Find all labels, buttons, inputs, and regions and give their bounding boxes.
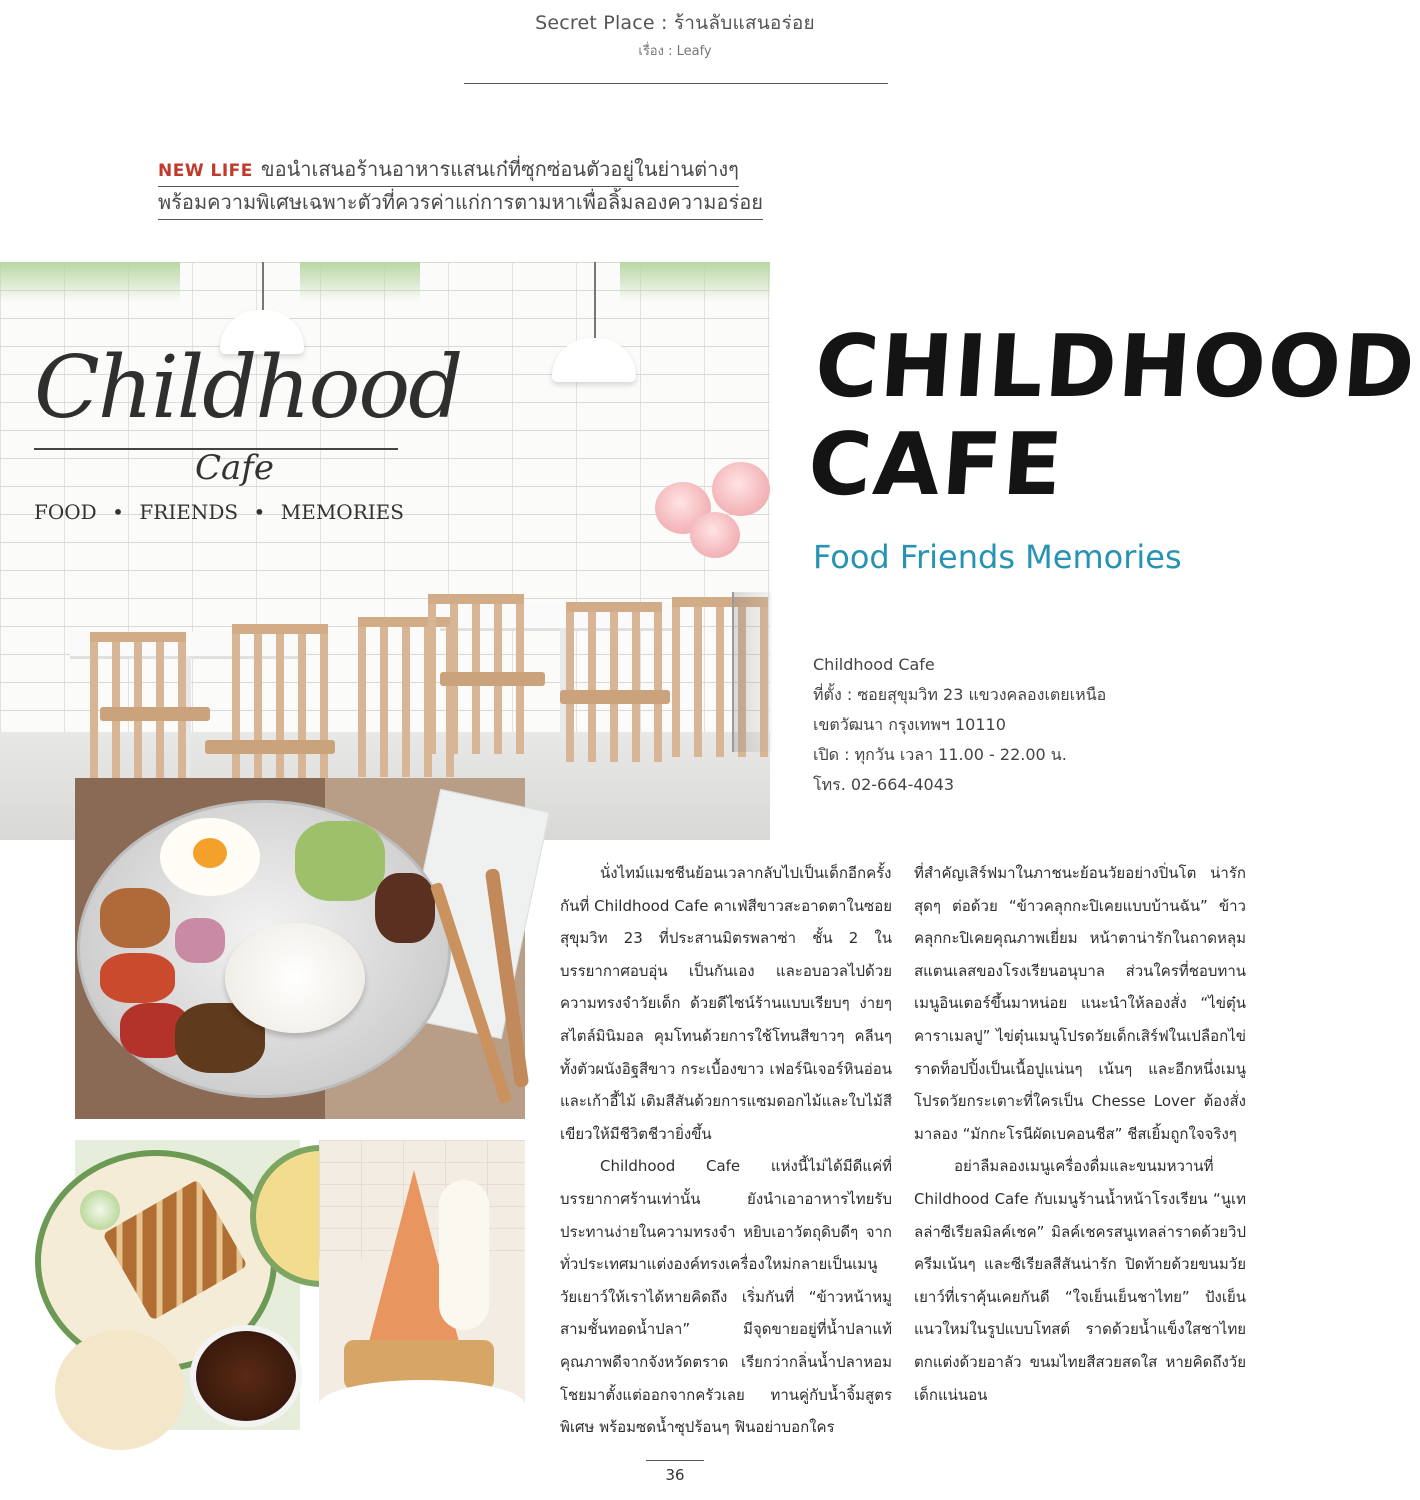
section-title: Secret Place : ร้านลับแสนอร่อย [535, 12, 815, 34]
intro-tag: NEW LIFE [158, 161, 253, 181]
article-paragraph: นั่งไทม์แมชชีนย้อนเวลากลับไปเป็นเด็กอีกครั้งกันที่ Childhood Cafe คาเฟ่สีขาวสะอาดตาในซอยสุขุมวิท 23 ที่ประสานมิตรพลาซ่า ชั้น 2 ในบรรยากาศอบอุ่น เป็นกันเอง และอบอวลไปด้วยความทรงจำวัยเด็ก ด้วยดีไซน์ร้านแบบเรียบๆ ง่ายๆ สไตล์มินิมอล คุมโทนด้วยการใช้โทนสีขาวๆ คลีนๆ ทั้งตัวผนังอิฐสีขาว กระเบื้องขาว เฟอร์นิเจอร์หินอ่อน และเก้าอี้ไม้ เติมสีสันด้วยการแซมดอกไม้และใบไม้สีเขียวให้มีชีวิตชีวายิ่งขึ้น [560, 864, 892, 1143]
byline: เรื่อง : Leafy [638, 44, 712, 59]
rose [690, 512, 740, 558]
article-paragraph: Childhood Cafe แห่งนี้ไม่ได้มีดีแค่ที่บรรยากาศร้านเท่านั้น ยังนำเอาอาหารไทยรับประทานง่ายในความทรงจำ หยิบเอาวัตถุดิบดีๆ จากทั่วประเทศมาแต่งองค์ทรงเครื่องใหม่กลายเป็นเมนูวัยเยาว์ให้เราได้หายคิดถึง เริ่มกันที่ “ข้าวหน้าหมูสามชั้นทอดน้ำปลา” มีจุดขายอยู่ที่น้ำปลาแท้คุณภาพดีจากจังหวัดตราด เรียกว่ากลิ่นน้ำปลาหอมโชยมาตั้งแต่ออกจากครัวเลย ทานคู่กับน้ำจิ้มสูตรพิเศษ พร้อมซดน้ำซุปร้อนๆ ฟินอย่าบอกใคร [560, 1157, 892, 1437]
lamp-cord [594, 262, 596, 340]
page-number-rule [646, 1460, 704, 1461]
hero-photo-cafe-interior [0, 262, 770, 840]
article-paragraph: ที่สำคัญเสิร์ฟมาในภาชนะย้อนวัยอย่างปิ่นโต น่ารักสุดๆ ต่อด้วย “ข้าวคลุกกะปิเคยแบบบ้านฉัน” ข้าวคลุกกะปิเคยคุณภาพเยี่ยม หน้าตาน่ารักในถาดหลุมสแตนเลสของโรงเรียนอนุบาล ส่วนใครที่ชอบทานเมนูอินเตอร์ขึ้นมาหน่อย แนะนำให้ลองสั่ง “ไข่ตุ๋นคาราเมลปู” ไข่ตุ๋นเมนูโปรดวัยเด็กเสิร์ฟในเปลือกไข่ราดท็อปปิ้งเป็นเนื้อปูแน่นๆ เน้นๆ และอีกหนึ่งเมนูโปรดวัยกระเตาะที่ใครเป็น Chesse Lover ต้องสั่งมาลอง “มักกะโรนีผัดเบคอนชีส” ชีสเยิ้มถูกใจจริงๆ [914, 864, 1246, 1143]
intro-text-1: ขอนำเสนอร้านอาหารแสนเก๋ที่ซุกซ่อนตัวอยู่ในย่านต่างๆ [260, 157, 739, 181]
cafe-tagline: Food Friends Memories [813, 538, 1182, 576]
rice-mound [225, 923, 365, 1033]
chair-seat [205, 740, 335, 754]
compartment-greens [295, 821, 385, 901]
hanging-plant [620, 262, 770, 302]
crepe [55, 1330, 185, 1450]
chair-seat [100, 707, 210, 721]
hanging-plant [0, 262, 180, 302]
compartment-meat [375, 873, 435, 943]
header-rule [464, 83, 888, 84]
cafe-info [813, 650, 1106, 800]
article-column-2 [914, 857, 1246, 1411]
wall-sign-dot: • [112, 500, 124, 524]
rose-bouquet [650, 462, 770, 572]
info-name: Childhood Cafe [813, 655, 935, 674]
rose [712, 462, 770, 516]
compartment-onion [175, 918, 225, 963]
hanging-plant [300, 262, 420, 302]
wall-sign-word: MEMORIES [280, 500, 404, 524]
article-column-1 [560, 857, 892, 1444]
wall-sign-word: FRIENDS [139, 500, 239, 524]
intro-line-1 [158, 153, 739, 187]
info-address-1: ที่ตั้ง : ซอยสุขุมวิท 23 แขวงคลองเตยเหนือ [813, 685, 1107, 704]
compartment-shrimp [100, 953, 175, 1003]
egg-yolk [193, 838, 227, 868]
compartment-shallots [100, 888, 170, 948]
cafe-name-line-2: CAFE [805, 415, 1068, 515]
wall-sign-script: Childhood [34, 338, 462, 438]
wooden-chair [232, 624, 328, 784]
dipping-sauce [190, 1325, 302, 1427]
glass-vase [732, 592, 772, 752]
cafe-name-line-1: CHILDHOOD [811, 317, 1420, 417]
page-number: 36 [665, 1466, 685, 1484]
article-paragraph: อย่าลืมลองเมนูเครื่องดื่มและขนมหวานที่ Childhood Cafe กับเมนูร้านน้ำหน้าโรงเรียน “นูเทลล่าซีเรียลมิลค์เชค” มิลค์เชครสนูเทลล่าราดด้วยวิปครีมเน้นๆ และซีเรียลสีสันน่ารัก ปิดท้ายด้วยขนมวัยเยาว์ที่เราคุ้นเคยกันดี “ใจเย็นเย็นชาไทย” ปังเย็นแนวใหม่ในรูปแบบโทสต์ ราดด้วยน้ำแข็งใสชาไทยตกแต่งด้วยอาลัว ขนมไทยสีสวยสดใส หายคิดถึงวัยเด็กแน่นอน [914, 1157, 1246, 1404]
whipped-cream [439, 1180, 489, 1330]
info-phone: โทร. 02-664-4043 [813, 775, 955, 794]
wooden-chair [566, 602, 662, 762]
plate [319, 1380, 525, 1430]
intro-line-2: พร้อมความพิเศษเฉพาะตัวที่ควรค่าแก่การตามหาเพื่อลิ้มลองความอร่อย [158, 186, 763, 220]
photo-crispy-pork [75, 1140, 300, 1430]
wall-sign-cafe: Cafe [195, 448, 274, 488]
wall-sign-tagline [34, 500, 404, 524]
chair-seat [440, 672, 545, 686]
photo-thai-tea-toast [319, 1140, 525, 1430]
info-address-2: เขตวัฒนา กรุงเทพฯ 10110 [813, 715, 1006, 734]
chair-seat [560, 690, 670, 704]
cafe-name-title [805, 317, 1420, 515]
wall-sign-dot: • [253, 500, 266, 524]
lamp-cord [262, 262, 264, 312]
photo-rice-tray [75, 778, 525, 1119]
info-hours: เปิด : ทุกวัน เวลา 11.00 - 22.00 น. [813, 745, 1067, 764]
wall-sign-word: FOOD [34, 500, 97, 524]
cucumber-slice [80, 1190, 120, 1230]
